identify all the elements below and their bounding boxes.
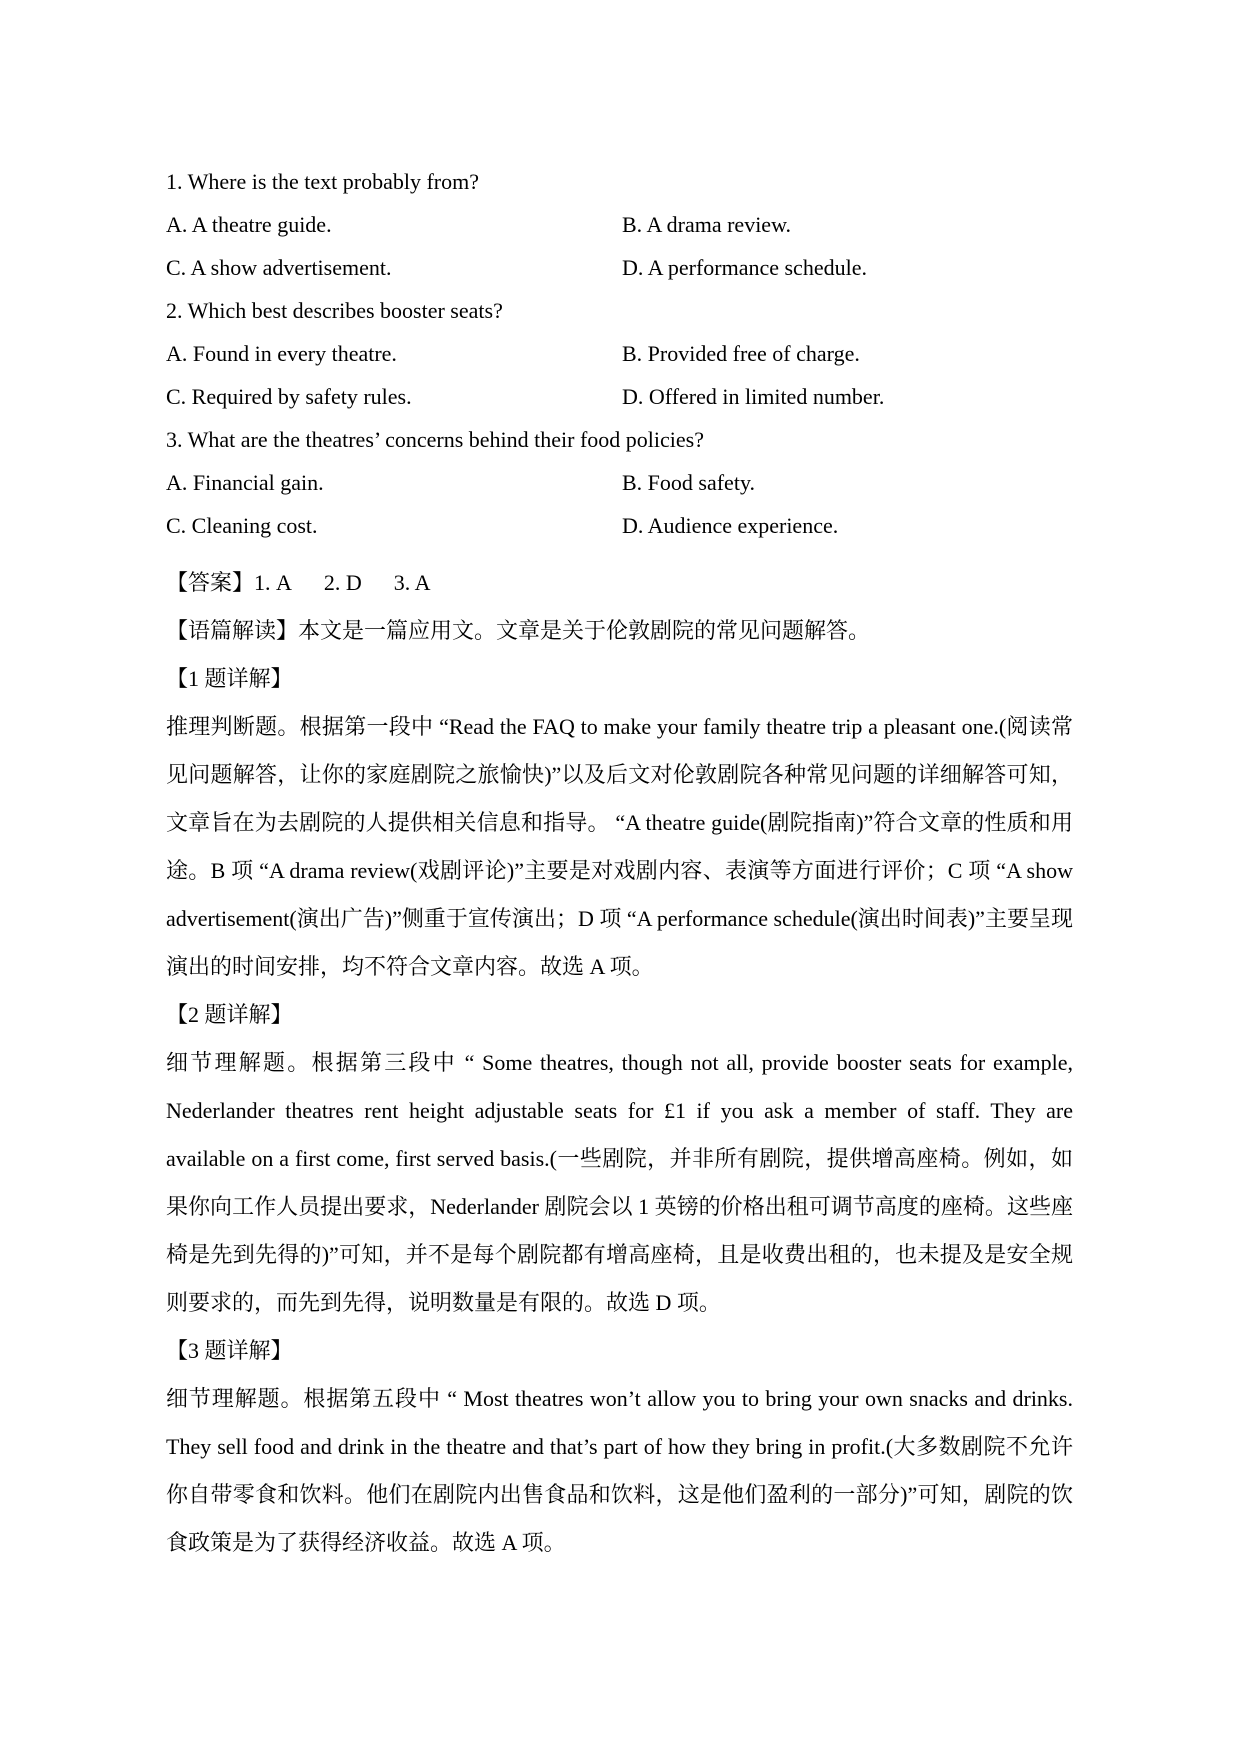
answer-label: 【答案】 — [166, 570, 255, 595]
question-2-option-row-1 — [166, 332, 1073, 375]
question-1-option-c: C. A show advertisement. — [166, 255, 392, 280]
explanation-1 — [166, 655, 1073, 991]
question-1-option-b: B. A drama review. — [622, 212, 792, 237]
question-2-option-row-2 — [166, 375, 1073, 418]
passage-analysis-line — [166, 607, 1073, 655]
passage-analysis-text: 本文是一篇应用文。文章是关于伦敦剧院的常见问题解答。 — [298, 618, 871, 643]
question-2-option-b: B. Provided free of charge. — [622, 341, 860, 366]
answer-item-2: 2. D — [323, 570, 362, 595]
explanation-2-label: 【2 题详解】 — [166, 1002, 293, 1027]
question-2-option-c: C. Required by safety rules. — [166, 384, 412, 409]
question-3-option-d: D. Audience experience. — [622, 513, 839, 538]
question-1-option-row-2 — [166, 246, 1073, 289]
explanation-3-text: 细节理解题。根据第五段中 “ Most theatres won’t allow you to bring your own snacks and drinks. They sell food and drink in the theatre and that’s part of how they bring in profit.(大多数剧院不允许你自带零食和饮料。他们在剧院内出售食品和饮料，这是他们盈利的一部分)”可知，剧院的饮食政策是为了获得经济收益。故选 A 项。 — [166, 1386, 1073, 1555]
explanation-2-text: 细节理解题。根据第三段中 “ Some theatres, though not all, provide booster seats for example, Nederlander theatres rent height adjustable seats for £1 if you ask a member of staff. They are available on a first come, first served basis.(一些剧院，并非所有剧院，提供增高座椅。例如，如果你向工作人员提出要求，Nederlander 剧院会以 1 英镑的价格出租可调节高度的座椅。这些座椅是先到先得的)”可知，并不是每个剧院都有增高座椅，且是收费出租的，也未提及是安全规则要求的，而先到先得，说明数量是有限的。故选 D 项。 — [166, 1050, 1073, 1315]
explanation-1-label: 【1 题详解】 — [166, 666, 293, 691]
question-3-option-c: C. Cleaning cost. — [166, 513, 318, 538]
explanation-2 — [166, 991, 1073, 1327]
question-1-option-a: A. A theatre guide. — [166, 212, 332, 237]
explanation-3 — [166, 1327, 1073, 1567]
question-3-option-row-2 — [166, 504, 1073, 547]
explanation-3-label: 【3 题详解】 — [166, 1338, 293, 1363]
answer-item-1: 1. A — [254, 570, 292, 595]
question-1-stem: 1. Where is the text probably from? — [166, 169, 479, 194]
question-1-option-d: D. A performance schedule. — [622, 255, 867, 280]
explanation-1-text: 推理判断题。根据第一段中 “Read the FAQ to make your family theatre trip a pleasant one.(阅读常见问题解答，让你的家庭剧院之旅愉快)”以及后文对伦敦剧院各种常见问题的详细解答可知，文章旨在为去剧院的人提供相关信息和指导。 “A theatre guide(剧院指南)”符合文章的性质和用途。B 项 “A drama review(戏剧评论)”主要是对戏剧内容、表演等方面进行评价；C 项 “A show advertisement(演出广告)”侧重于宣传演出；D 项 “A performance schedule(演出时间表)”主要呈现演出的时间安排，均不符合文章内容。故选 A 项。 — [166, 714, 1073, 979]
question-1-option-row-1 — [166, 203, 1073, 246]
question-3-option-b: B. Food safety. — [622, 470, 756, 495]
document-content — [166, 160, 1073, 1567]
question-2-stem: 2. Which best describes booster seats? — [166, 298, 503, 323]
question-3-option-row-1 — [166, 461, 1073, 504]
passage-analysis-label: 【语篇解读】 — [166, 618, 299, 643]
question-2-option-a: A. Found in every theatre. — [166, 341, 397, 366]
question-3-stem: 3. What are the theatres’ concerns behind their food policies? — [166, 427, 704, 452]
question-2-option-d: D. Offered in limited number. — [622, 384, 885, 409]
answer-item-3: 3. A — [393, 570, 431, 595]
question-3-option-a: A. Financial gain. — [166, 470, 324, 495]
answer-line — [166, 559, 1073, 607]
